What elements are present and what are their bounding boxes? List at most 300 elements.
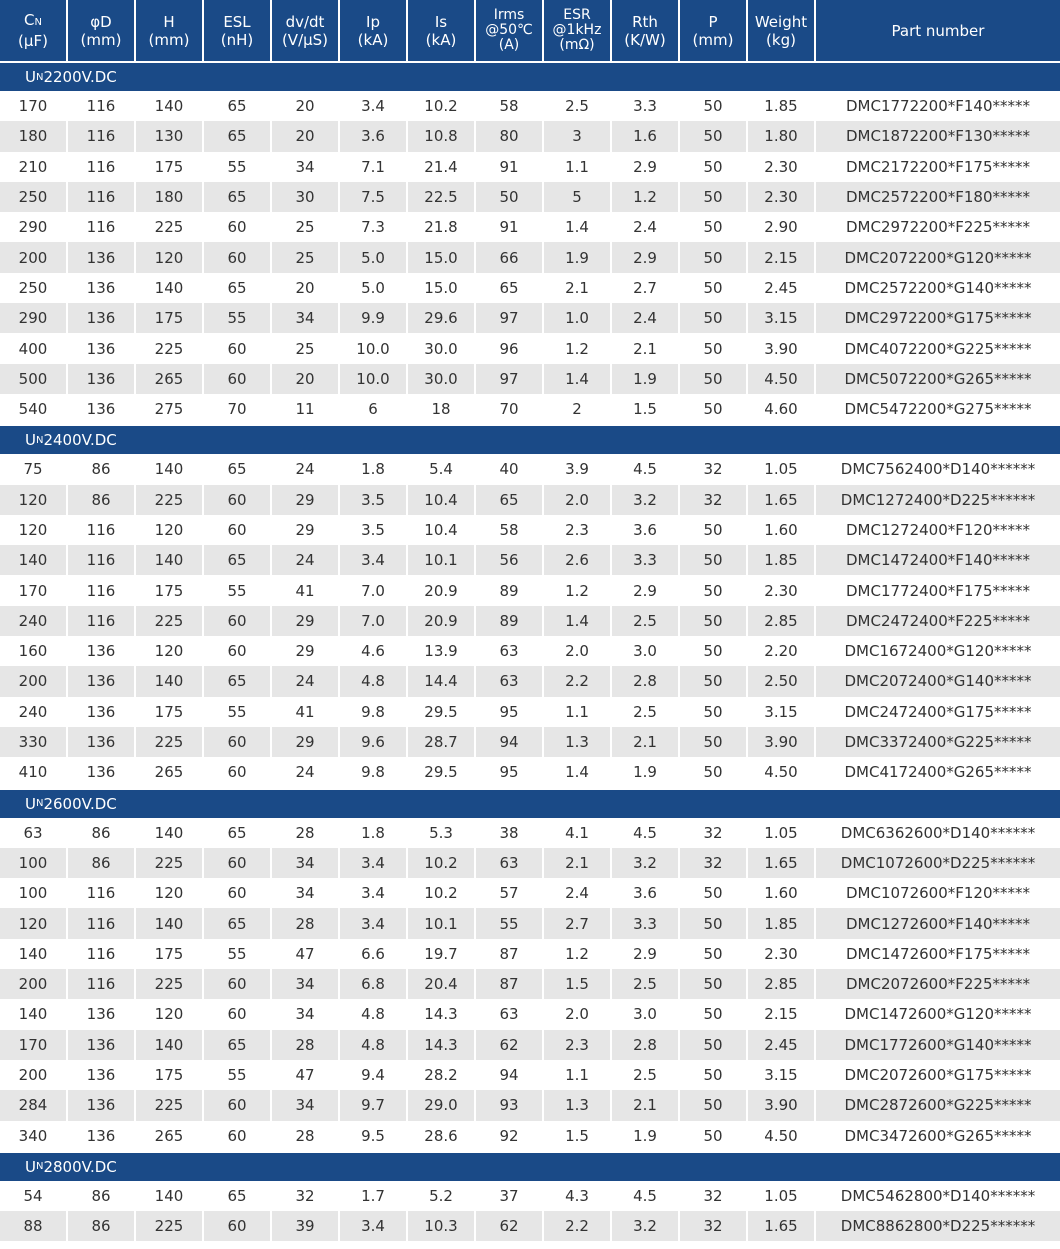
table-cell: 50 (680, 394, 748, 424)
table-cell: 32 (680, 818, 748, 848)
part-number-cell: DMC3372400*G225***** (816, 727, 1060, 757)
column-header (476, 0, 544, 61)
table-cell: 170 (0, 91, 68, 121)
table-cell: 50 (680, 1060, 748, 1090)
table-row (0, 91, 1060, 121)
table-cell: 3.4 (340, 1211, 408, 1241)
column-header (612, 0, 680, 61)
table-cell: 7.0 (340, 606, 408, 636)
table-cell: 9.5 (340, 1121, 408, 1151)
table-cell: 30 (272, 182, 340, 212)
table-cell: 2.8 (612, 1030, 680, 1060)
table-cell: 136 (68, 1121, 136, 1151)
voltage-label: 2800V.DC (43, 1157, 117, 1176)
table-cell: 62 (476, 1030, 544, 1060)
table-cell: 9.8 (340, 757, 408, 787)
part-number-cell: DMC1872200*F130***** (816, 121, 1060, 151)
table-cell: 41 (272, 575, 340, 605)
table-cell: 92 (476, 1121, 544, 1151)
column-header-name (286, 13, 325, 31)
table-cell: 50 (680, 303, 748, 333)
table-cell: 96 (476, 333, 544, 363)
table-cell: 20.4 (408, 969, 476, 999)
table-cell: 7.0 (340, 575, 408, 605)
table-cell: 11 (272, 394, 340, 424)
table-cell: 1.05 (748, 818, 816, 848)
voltage-section-header (0, 424, 1060, 454)
table-row (0, 242, 1060, 272)
table-cell: 65 (204, 121, 272, 151)
table-cell: 2.15 (748, 242, 816, 272)
part-number-cell: DMC2072600*F225***** (816, 969, 1060, 999)
table-cell: 50 (680, 152, 748, 182)
column-header-text: Ip (366, 12, 380, 31)
table-cell: 65 (204, 545, 272, 575)
table-cell: 60 (204, 727, 272, 757)
table-cell: 50 (680, 606, 748, 636)
table-cell: 20 (272, 364, 340, 394)
table-cell: 20 (272, 121, 340, 151)
part-number-cell: DMC5072200*G265***** (816, 364, 1060, 394)
table-cell: 225 (136, 969, 204, 999)
table-cell: 2.1 (612, 1090, 680, 1120)
table-cell: 65 (204, 273, 272, 303)
part-number-cell: DMC6362600*D140****** (816, 818, 1060, 848)
table-cell: 34 (272, 1090, 340, 1120)
table-cell: 10.4 (408, 485, 476, 515)
voltage-prefix: U (25, 1157, 36, 1176)
table-cell: 28.7 (408, 727, 476, 757)
voltage-prefix: U (25, 794, 36, 813)
table-cell: 32 (680, 454, 748, 484)
table-cell: 65 (204, 1181, 272, 1211)
table-cell: 5.4 (408, 454, 476, 484)
column-header-text: Weight (754, 12, 808, 31)
voltage-prefix: U (25, 68, 36, 86)
table-cell: 2.85 (748, 606, 816, 636)
column-header-unit (499, 38, 520, 53)
table-cell: 1.2 (544, 575, 612, 605)
table-cell: 65 (204, 91, 272, 121)
table-cell: 10.1 (408, 908, 476, 938)
table-cell: 1.2 (544, 939, 612, 969)
table-cell: 500 (0, 364, 68, 394)
table-cell: 100 (0, 848, 68, 878)
table-cell: 3.4 (340, 848, 408, 878)
table-cell: 65 (204, 908, 272, 938)
table-cell: 13.9 (408, 636, 476, 666)
table-cell: 60 (204, 848, 272, 878)
column-header-name (366, 13, 380, 31)
table-cell: 3.6 (612, 878, 680, 908)
table-cell: 1.2 (544, 333, 612, 363)
table-row (0, 1181, 1060, 1211)
table-cell: 400 (0, 333, 68, 363)
table-cell: 225 (136, 1090, 204, 1120)
part-number-cell: DMC5472200*G275***** (816, 394, 1060, 424)
part-number-cell: DMC1272400*F120***** (816, 515, 1060, 545)
column-header-name (24, 11, 42, 32)
table-row (0, 818, 1060, 848)
table-cell: 140 (136, 818, 204, 848)
table-cell: 50 (680, 939, 748, 969)
table-cell: 4.5 (612, 1181, 680, 1211)
table-cell: 116 (68, 908, 136, 938)
table-cell: 20 (272, 273, 340, 303)
table-cell: 120 (136, 878, 204, 908)
table-cell: 39 (272, 1211, 340, 1241)
table-cell: 116 (68, 91, 136, 121)
table-cell: 9.4 (340, 1060, 408, 1090)
table-cell: 120 (136, 242, 204, 272)
table-cell: 140 (136, 545, 204, 575)
table-cell: 3.2 (612, 848, 680, 878)
table-cell: 120 (136, 515, 204, 545)
table-cell: 3.4 (340, 91, 408, 121)
table-cell: 1.85 (748, 91, 816, 121)
table-cell: 9.7 (340, 1090, 408, 1120)
column-header-unit-text: (mm) (80, 30, 122, 49)
table-cell: 7.3 (340, 212, 408, 242)
table-cell: 120 (0, 908, 68, 938)
part-number-cell: DMC2572200*G140***** (816, 273, 1060, 303)
table-cell: 140 (136, 1181, 204, 1211)
table-row (0, 303, 1060, 333)
table-cell: 200 (0, 666, 68, 696)
table-cell: 225 (136, 848, 204, 878)
part-number-cell: DMC1272600*F140***** (816, 908, 1060, 938)
table-cell: 1.9 (612, 757, 680, 787)
table-cell: 4.5 (612, 454, 680, 484)
table-cell: 116 (68, 121, 136, 151)
column-header-unit-text: (kA) (425, 30, 457, 49)
table-cell: 4.50 (748, 364, 816, 394)
voltage-label: 2400V.DC (43, 431, 117, 450)
column-header-unit (693, 31, 734, 49)
table-cell: 3.2 (612, 485, 680, 515)
part-number-cell: DMC3472600*G265***** (816, 1121, 1060, 1151)
table-cell: 1.85 (748, 908, 816, 938)
table-cell: 340 (0, 1121, 68, 1151)
table-cell: 87 (476, 939, 544, 969)
table-cell: 116 (68, 212, 136, 242)
part-number-cell: DMC1472400*F140***** (816, 545, 1060, 575)
table-cell: 3.15 (748, 697, 816, 727)
table-cell: 55 (204, 697, 272, 727)
table-cell: 1.9 (612, 1121, 680, 1151)
table-cell: 25 (272, 242, 340, 272)
column-header (204, 0, 272, 61)
column-header-unit-text: (nH) (220, 30, 254, 49)
table-row (0, 999, 1060, 1029)
table-cell: 410 (0, 757, 68, 787)
part-number-cell: DMC2072200*G120***** (816, 242, 1060, 272)
column-header-unit-text: (A) (498, 37, 520, 53)
table-cell: 50 (680, 515, 748, 545)
table-cell: 200 (0, 969, 68, 999)
column-header-unit (358, 31, 389, 49)
table-cell: 34 (272, 848, 340, 878)
table-cell: 60 (204, 485, 272, 515)
table-cell: 2.1 (612, 333, 680, 363)
part-number-cell: DMC2572200*F180***** (816, 182, 1060, 212)
table-cell: 63 (476, 666, 544, 696)
table-cell: 20 (272, 91, 340, 121)
column-header (0, 0, 68, 61)
table-cell: 1.3 (544, 727, 612, 757)
table-cell: 28 (272, 908, 340, 938)
table-row (0, 394, 1060, 424)
table-cell: 1.4 (544, 757, 612, 787)
table-cell: 116 (68, 939, 136, 969)
table-cell: 66 (476, 242, 544, 272)
part-number-cell: DMC1472600*G120***** (816, 999, 1060, 1029)
table-cell: 2.20 (748, 636, 816, 666)
table-cell: 2.5 (612, 606, 680, 636)
table-cell: 3.4 (340, 545, 408, 575)
table-cell: 18 (408, 394, 476, 424)
table-cell: 41 (272, 697, 340, 727)
table-cell: 7.5 (340, 182, 408, 212)
column-header-text: Rth (632, 12, 658, 31)
part-number-cell: DMC2072400*G140***** (816, 666, 1060, 696)
column-header (68, 0, 136, 61)
voltage-subscript: N (35, 434, 44, 446)
part-number-cell: DMC2972200*G175***** (816, 303, 1060, 333)
table-cell: 34 (272, 878, 340, 908)
table-cell: 140 (136, 908, 204, 938)
table-cell: 10.0 (340, 364, 408, 394)
table-cell: 2.5 (612, 697, 680, 727)
table-cell: 1.60 (748, 515, 816, 545)
column-header (272, 0, 340, 61)
column-header-text: dv/dt (285, 12, 325, 31)
column-header-unit-text: (K/W) (624, 30, 666, 49)
table-cell: 175 (136, 152, 204, 182)
column-header-name (223, 13, 250, 31)
table-cell: 60 (204, 969, 272, 999)
table-cell: 14.3 (408, 1030, 476, 1060)
table-cell: 225 (136, 1211, 204, 1241)
table-cell: 2.90 (748, 212, 816, 242)
table-cell: 116 (68, 152, 136, 182)
table-cell: 1.60 (748, 878, 816, 908)
table-cell: 3 (544, 121, 612, 151)
column-header-unit (559, 38, 594, 53)
table-cell: 32 (680, 485, 748, 515)
table-row (0, 454, 1060, 484)
column-header-name (632, 13, 658, 31)
table-cell: 2.8 (612, 666, 680, 696)
table-cell: 21.8 (408, 212, 476, 242)
table-cell: 22.5 (408, 182, 476, 212)
table-cell: 290 (0, 212, 68, 242)
table-row (0, 1211, 1060, 1241)
table-cell: 2.9 (612, 242, 680, 272)
table-cell: 58 (476, 91, 544, 121)
table-cell: 24 (272, 757, 340, 787)
column-header-condition (485, 23, 533, 38)
table-cell: 3.4 (340, 908, 408, 938)
table-cell: 29 (272, 727, 340, 757)
column-header-text: C (24, 11, 35, 29)
table-cell: 55 (204, 303, 272, 333)
table-cell: 5.2 (408, 1181, 476, 1211)
table-cell: 136 (68, 333, 136, 363)
table-cell: 4.8 (340, 999, 408, 1029)
table-cell: 2.4 (612, 303, 680, 333)
table-row (0, 273, 1060, 303)
table-cell: 2.9 (612, 152, 680, 182)
table-cell: 2.1 (544, 273, 612, 303)
column-header-condition (553, 23, 602, 38)
table-row (0, 908, 1060, 938)
table-cell: 50 (476, 182, 544, 212)
table-cell: 330 (0, 727, 68, 757)
table-cell: 50 (680, 969, 748, 999)
table-cell: 136 (68, 697, 136, 727)
column-header-text: Part number (891, 21, 985, 40)
table-cell: 136 (68, 1030, 136, 1060)
column-header (748, 0, 816, 61)
table-cell: 65 (476, 273, 544, 303)
table-cell: 120 (136, 636, 204, 666)
column-header-unit (624, 31, 665, 49)
table-cell: 1.3 (544, 1090, 612, 1120)
table-row (0, 1030, 1060, 1060)
column-header-unit-text: (kg) (766, 30, 796, 49)
table-cell: 136 (68, 1090, 136, 1120)
table-cell: 97 (476, 303, 544, 333)
table-cell: 1.1 (544, 697, 612, 727)
table-row (0, 485, 1060, 515)
table-cell: 2.7 (612, 273, 680, 303)
table-cell: 60 (204, 999, 272, 1029)
table-cell: 225 (136, 727, 204, 757)
table-cell: 4.1 (544, 818, 612, 848)
table-cell: 29.6 (408, 303, 476, 333)
table-cell: 4.8 (340, 1030, 408, 1060)
table-cell: 170 (0, 575, 68, 605)
table-cell: 1.5 (544, 1121, 612, 1151)
table-cell: 140 (136, 454, 204, 484)
part-number-cell: DMC4172400*G265***** (816, 757, 1060, 787)
table-cell: 3.90 (748, 1090, 816, 1120)
table-cell: 1.80 (748, 121, 816, 151)
table-cell: 28.6 (408, 1121, 476, 1151)
table-cell: 2.50 (748, 666, 816, 696)
table-cell: 60 (204, 1121, 272, 1151)
table-cell: 50 (680, 636, 748, 666)
table-cell: 50 (680, 999, 748, 1029)
table-cell: 50 (680, 212, 748, 242)
table-cell: 290 (0, 303, 68, 333)
table-cell: 65 (204, 1030, 272, 1060)
table-cell: 1.8 (340, 454, 408, 484)
table-cell: 240 (0, 606, 68, 636)
column-header-name (90, 13, 111, 31)
table-row (0, 121, 1060, 151)
table-cell: 136 (68, 303, 136, 333)
table-cell: 5.0 (340, 273, 408, 303)
table-cell: 1.4 (544, 212, 612, 242)
table-cell: 175 (136, 1060, 204, 1090)
table-cell: 136 (68, 636, 136, 666)
table-row (0, 939, 1060, 969)
table-cell: 75 (0, 454, 68, 484)
table-cell: 50 (680, 1030, 748, 1060)
table-cell: 50 (680, 757, 748, 787)
table-cell: 6 (340, 394, 408, 424)
table-cell: 25 (272, 333, 340, 363)
part-number-cell: DMC2872600*G225***** (816, 1090, 1060, 1120)
table-cell: 175 (136, 575, 204, 605)
table-cell: 60 (204, 212, 272, 242)
table-cell: 1.6 (612, 121, 680, 151)
table-cell: 55 (204, 575, 272, 605)
table-cell: 86 (68, 454, 136, 484)
table-cell: 50 (680, 666, 748, 696)
table-cell: 47 (272, 939, 340, 969)
table-cell: 62 (476, 1211, 544, 1241)
table-cell: 200 (0, 1060, 68, 1090)
column-header (544, 0, 612, 61)
table-cell: 116 (68, 182, 136, 212)
part-number-cell: DMC2072600*G175***** (816, 1060, 1060, 1090)
table-cell: 87 (476, 969, 544, 999)
table-cell: 120 (0, 485, 68, 515)
table-cell: 160 (0, 636, 68, 666)
table-cell: 29 (272, 606, 340, 636)
table-row (0, 1060, 1060, 1090)
column-header-unit (81, 31, 122, 49)
table-cell: 3.3 (612, 545, 680, 575)
table-cell: 4.50 (748, 757, 816, 787)
table-cell: 50 (680, 1121, 748, 1151)
column-header (340, 0, 408, 61)
table-cell: 28.2 (408, 1060, 476, 1090)
table-cell: 10.2 (408, 848, 476, 878)
table-cell: 55 (204, 939, 272, 969)
table-cell: 2.0 (544, 485, 612, 515)
table-cell: 91 (476, 152, 544, 182)
table-cell: 225 (136, 212, 204, 242)
table-cell: 50 (680, 242, 748, 272)
table-cell: 2.30 (748, 152, 816, 182)
table-cell: 21.4 (408, 152, 476, 182)
table-cell: 1.0 (544, 303, 612, 333)
table-header-row (0, 0, 1060, 61)
table-cell: 50 (680, 908, 748, 938)
table-cell: 50 (680, 121, 748, 151)
table-row (0, 606, 1060, 636)
table-cell: 60 (204, 636, 272, 666)
table-cell: 65 (476, 485, 544, 515)
table-cell: 4.5 (612, 818, 680, 848)
table-cell: 29 (272, 515, 340, 545)
column-header-text: Is (434, 12, 448, 31)
table-cell: 60 (204, 1090, 272, 1120)
table-cell: 30.0 (408, 364, 476, 394)
table-cell: 91 (476, 212, 544, 242)
part-number-cell: DMC1772200*F140***** (816, 91, 1060, 121)
table-cell: 175 (136, 697, 204, 727)
column-header-unit-text: (kA) (357, 30, 389, 49)
table-cell: 1.1 (544, 152, 612, 182)
table-cell: 2.45 (748, 1030, 816, 1060)
table-cell: 19.7 (408, 939, 476, 969)
table-cell: 63 (476, 848, 544, 878)
